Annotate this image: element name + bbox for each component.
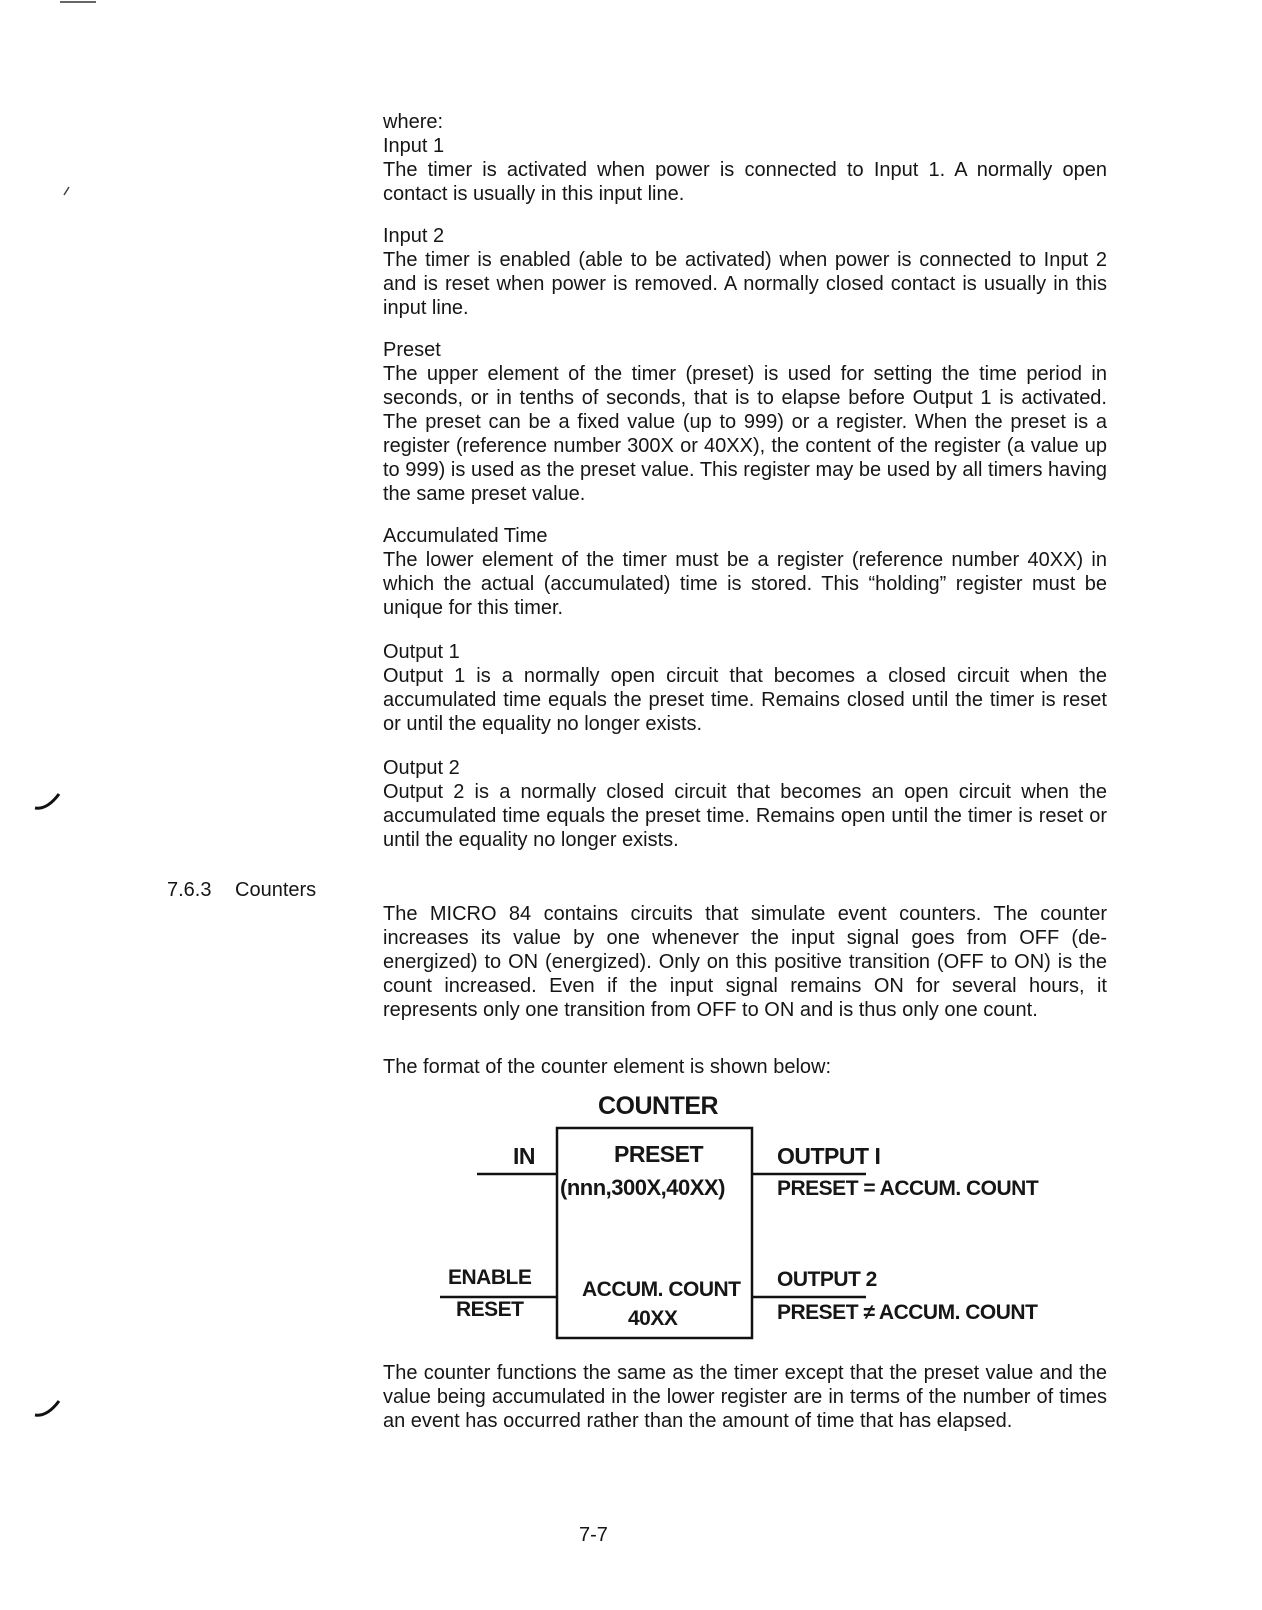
output2-label: OUTPUT 2 [777,1268,877,1291]
paragraph-text: The format of the counter element is shown below: [383,1056,832,1078]
definition-accumulated-time [383,524,1107,620]
section-heading [167,878,316,902]
definition-term: Output 1 [383,641,460,663]
closing-paragraph [383,1361,1107,1433]
definition-input-1 [383,110,1107,206]
preset-values: (nnn,300X,40XX) [560,1175,725,1200]
page-number: 7-7 [579,1524,608,1546]
output1-label: OUTPUT I [777,1143,881,1169]
counters-paragraph [383,902,1107,1022]
accum-label: ACCUM. COUNT [582,1278,741,1301]
definition-text: Output 2 is a normally closed circuit that becomes an open circuit when the accumulated time equals the preset time. Remains open until the timer is reset or until the equality no longer exists. [383,781,1107,851]
section-title: Counters [235,879,317,901]
definition-output-2 [383,756,1107,852]
definition-text: Output 1 is a normally open circuit that becomes a closed circuit when the accumulated time equals the preset time. Remains closed until the timer is reset or until the equality no longer exists. [383,665,1107,735]
scan-mark-check-1 [33,790,63,814]
definition-term: Input 2 [383,225,445,247]
definition-text: The timer is enabled (able to be activated) when power is connected to Input 2 and is reset when power is removed. A normally closed contact is usually in this input line. [383,249,1107,319]
scan-mark-tick [62,185,72,197]
format-sentence [383,1055,1107,1079]
intro-word: where: [383,111,444,133]
definition-input-2 [383,224,1107,320]
definition-output-1 [383,640,1107,736]
definition-term: Input 1 [383,135,445,157]
definition-term: Preset [383,339,441,361]
definition-term: Output 2 [383,757,460,779]
scan-mark-check-2 [33,1397,63,1421]
output1-condition: PRESET = ACCUM. COUNT [777,1177,1039,1200]
definition-term: Accumulated Time [383,525,548,547]
accum-register: 40XX [628,1307,678,1330]
definition-text: The lower element of the timer must be a register (reference number 40XX) in which the actual (accumulated) time is stored. This “holding” register must be unique for this timer. [383,549,1107,619]
preset-label: PRESET [614,1141,704,1167]
paragraph-text: The MICRO 84 contains circuits that simulate event counters. The counter increases its value by one whenever the input signal goes from OFF (de-energized) to ON (energized). Only on this positive transition (OFF to ON) is the count increased. Even if the input signal remains ON for several hours, it represents only one transition from OFF to ON and is thus only one count. [383,903,1107,1021]
output2-condition: PRESET ≠ ACCUM. COUNT [777,1301,1038,1324]
scan-mark-top-left [60,0,100,6]
definition-text: The timer is activated when power is connected to Input 1. A normally open contact is usually in this input line. [383,159,1107,205]
definition-text: The upper element of the timer (preset) is used for setting the time period in seconds, or in tenths of seconds, that is to elapse before Output 1 is activated. The preset can be a fixed value (up to 999) or a register. When the preset is a register (reference number 300X or 40XX), the content of the register (a value up to 999) is used as the preset value. This register may be used by all timers having the same preset value. [383,363,1107,505]
paragraph-text: The counter functions the same as the timer except that the preset value and the value being accumulated in the lower register are in terms of the number of times an event has occurred rather than the amount of time that has elapsed. [383,1362,1107,1432]
input-label: IN [513,1143,535,1169]
enable-label: ENABLE [448,1266,532,1289]
section-number: 7.6.3 [167,879,212,901]
definition-preset [383,338,1107,506]
diagram-title: COUNTER [598,1092,719,1120]
reset-label: RESET [456,1298,524,1321]
